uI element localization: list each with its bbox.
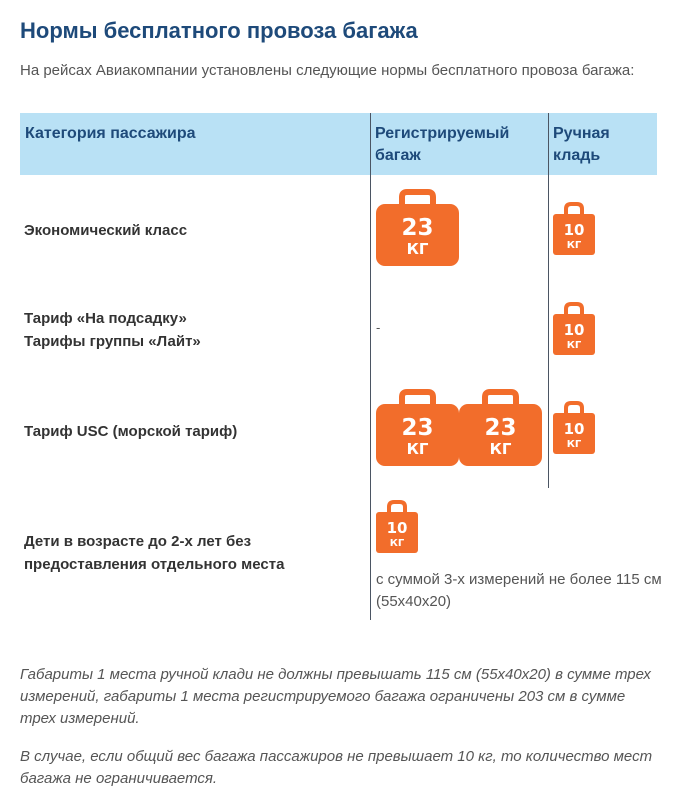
column-divider: [548, 113, 549, 488]
checked-weight: 23: [401, 415, 434, 441]
page-title: Нормы бесплатного провоза багажа: [20, 18, 418, 43]
table-header: [20, 113, 657, 175]
checked-weight: 10: [386, 519, 408, 537]
category-economy: Экономический класс: [24, 222, 188, 239]
checked-unit: КГ: [389, 538, 405, 549]
shopping-bag-icon: [553, 202, 595, 255]
intro-text: На рейсах Авиакомпании установлены следующие нормы бесплатного провоза багажа:: [20, 62, 635, 79]
category-usc: Тариф USC (морской тариф): [24, 423, 238, 440]
no-checked-baggage: -: [376, 320, 381, 335]
checked-weight: 23: [484, 415, 517, 441]
category-transfer-lite: Тариф «На подсадку» Тарифы группы «Лайт»: [24, 310, 201, 350]
suitcase-icon: [459, 389, 542, 466]
footnote-weight: В случае, если общий вес багажа пассажиров не превышает 10 кг, то количество мест багажа не ограничивается.: [20, 748, 653, 787]
shopping-bag-icon: [553, 302, 595, 355]
checked-unit: КГ: [406, 240, 429, 258]
category-infants: Дети в возрасте до 2-х лет без предоставления отдельного места: [24, 533, 285, 573]
shopping-bag-icon: [553, 401, 595, 454]
footnote-dimensions: Габариты 1 места ручной клади не должны превышать 115 см (55x40x20) в сумме трех измерений, габариты 1 места регистрируемого багажа ограничены 203 см в сумме трех измерений.: [20, 666, 651, 727]
shopping-bag-icon: [376, 500, 418, 553]
suitcase-icon: [376, 389, 459, 466]
checked-unit: КГ: [489, 440, 512, 458]
header-checked-baggage: Регистрируемый багаж: [375, 125, 510, 164]
hand-weight: 10: [563, 221, 585, 239]
hand-weight: 10: [563, 420, 585, 438]
header-category: Категория пассажира: [25, 125, 196, 142]
suitcase-icon: [376, 189, 459, 266]
infant-baggage-note: с суммой 3-х измерений не более 115 см (55x40x20): [376, 571, 662, 610]
checked-weight: 23: [401, 215, 434, 241]
checked-unit: КГ: [406, 440, 429, 458]
hand-unit: КГ: [566, 439, 582, 450]
hand-unit: КГ: [566, 240, 582, 251]
hand-unit: КГ: [566, 340, 582, 351]
header-hand-luggage: Ручная кладь: [553, 125, 610, 164]
column-divider: [370, 113, 371, 620]
hand-weight: 10: [563, 321, 585, 339]
